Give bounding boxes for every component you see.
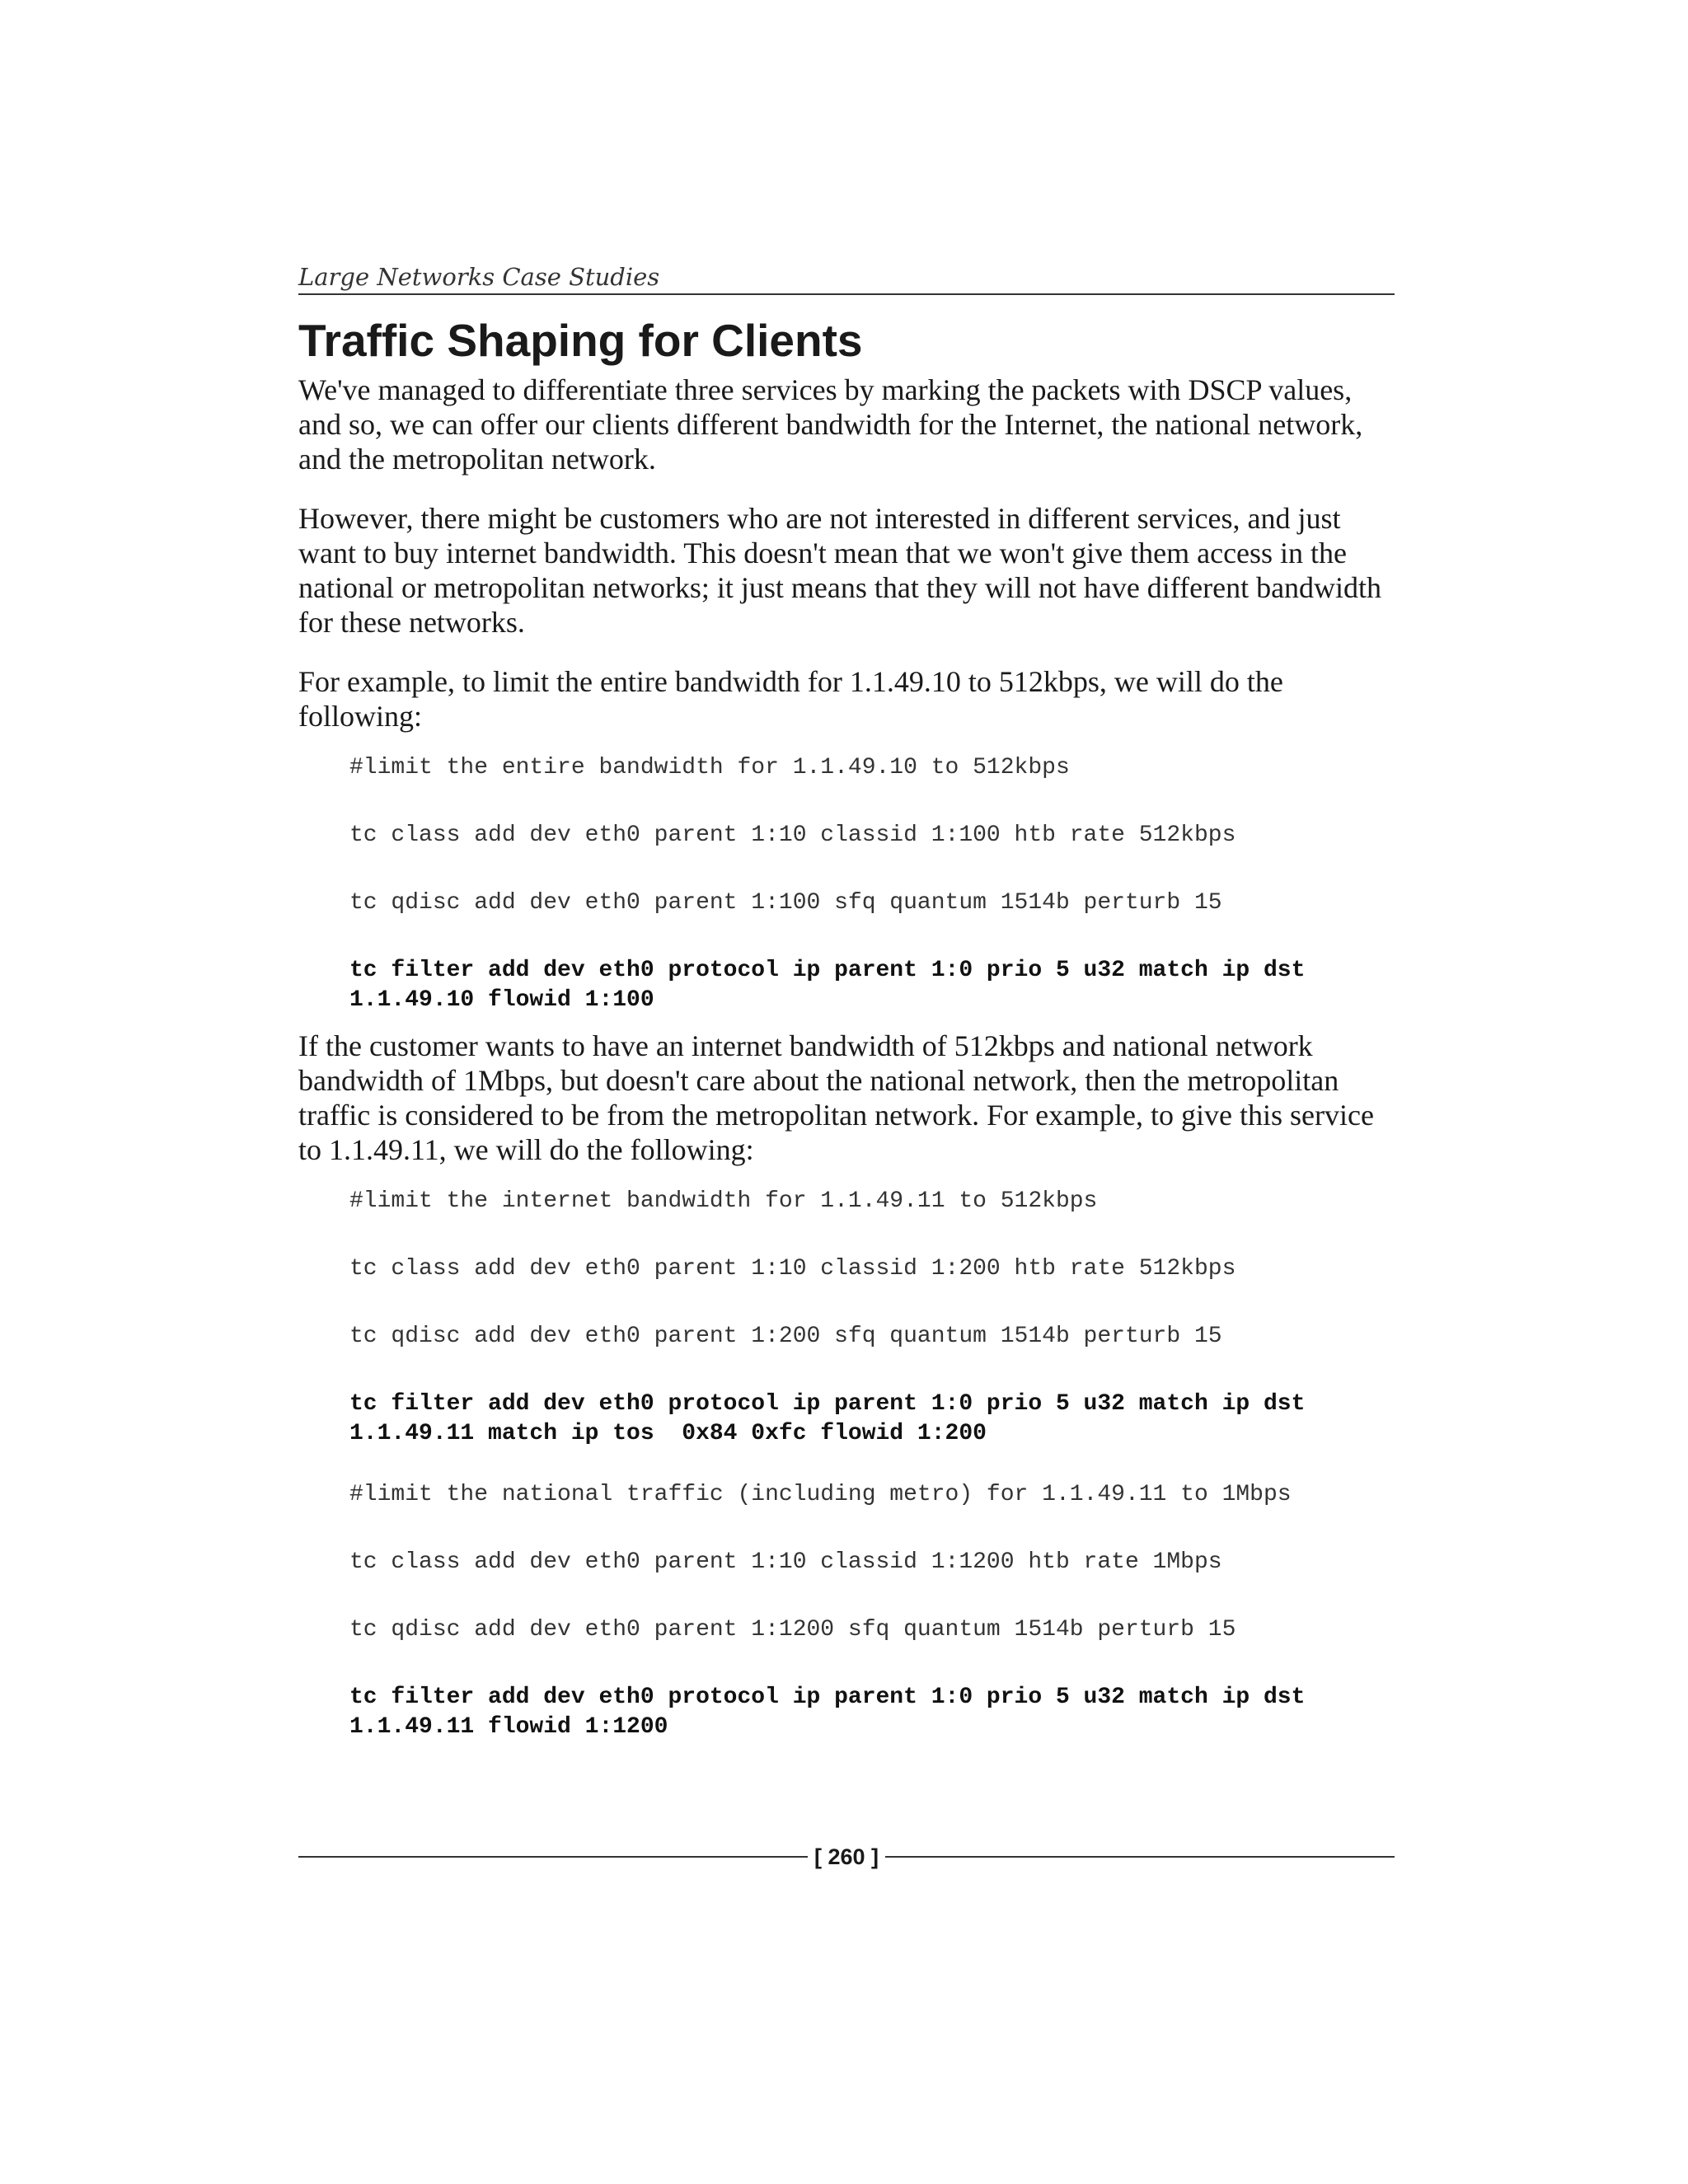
- code-line-bold: tc filter add dev eth0 protocol ip parent 1:0 prio 5 u32 match ip dst 1.1.49.11 flowid 1:1200: [349, 1685, 1320, 1740]
- paragraph: For example, to limit the entire bandwidth for 1.1.49.10 to 512kbps, we will do the following:: [298, 665, 1283, 733]
- paragraph: If the customer wants to have an internet bandwidth of 512kbps and national network bandwidth of 1Mbps, but doesn't care about the national network, then the metropolitan traffic is considered to be from the metropolitan network. For example, to give this service to 1.1.49.11, we will do the following:: [298, 1029, 1374, 1166]
- paragraph: However, there might be customers who are not interested in different services, and just want to buy internet bandwidth. This doesn't mean that we won't give them access in the national or metropolitan networks; it just means that they will not have different bandwidth for these networks.: [298, 502, 1382, 639]
- code-line-bold: tc filter add dev eth0 protocol ip parent 1:0 prio 5 u32 match ip dst 1.1.49.11 match ip tos 0x84 0xfc flowid 1:200: [349, 1391, 1320, 1446]
- code-line: tc class add dev eth0 parent 1:10 classid 1:200 htb rate 512kbps: [349, 1256, 1236, 1282]
- section-title: Traffic Shaping for Clients: [298, 315, 863, 366]
- code-line: tc qdisc add dev eth0 parent 1:1200 sfq quantum 1514b perturb 15: [349, 1617, 1236, 1643]
- code-line: tc qdisc add dev eth0 parent 1:100 sfq quantum 1514b perturb 15: [349, 890, 1222, 916]
- footer-rule-left: [298, 1856, 808, 1858]
- code-line-comment: #limit the entire bandwidth for 1.1.49.10 to 512kbps: [349, 755, 1070, 780]
- page-content: [298, 262, 1395, 1764]
- page-footer: [298, 1840, 1395, 1873]
- code-block-1: [349, 753, 1395, 1015]
- code-line-comment: #limit the internet bandwidth for 1.1.49.11 to 512kbps: [349, 1188, 1098, 1214]
- page-number: [ 260 ]: [814, 1844, 879, 1869]
- footer-rule-right: [885, 1856, 1395, 1858]
- code-line: tc qdisc add dev eth0 parent 1:200 sfq quantum 1514b perturb 15: [349, 1324, 1222, 1349]
- code-line: tc class add dev eth0 parent 1:10 classid 1:100 htb rate 512kbps: [349, 823, 1236, 848]
- paragraph: We've managed to differentiate three services by marking the packets with DSCP values, and so, we can offer our clients different bandwidth for the Internet, the national network, and the metropolitan network.: [298, 373, 1363, 476]
- code-line: tc class add dev eth0 parent 1:10 classid 1:1200 htb rate 1Mbps: [349, 1549, 1222, 1575]
- code-block-2: [349, 1187, 1395, 1742]
- code-line-comment: #limit the national traffic (including metro) for 1.1.49.11 to 1Mbps: [349, 1482, 1292, 1507]
- code-line-bold: tc filter add dev eth0 protocol ip parent 1:0 prio 5 u32 match ip dst 1.1.49.10 flowid 1:100: [349, 958, 1320, 1013]
- running-head: Large Networks Case Studies: [298, 262, 1395, 295]
